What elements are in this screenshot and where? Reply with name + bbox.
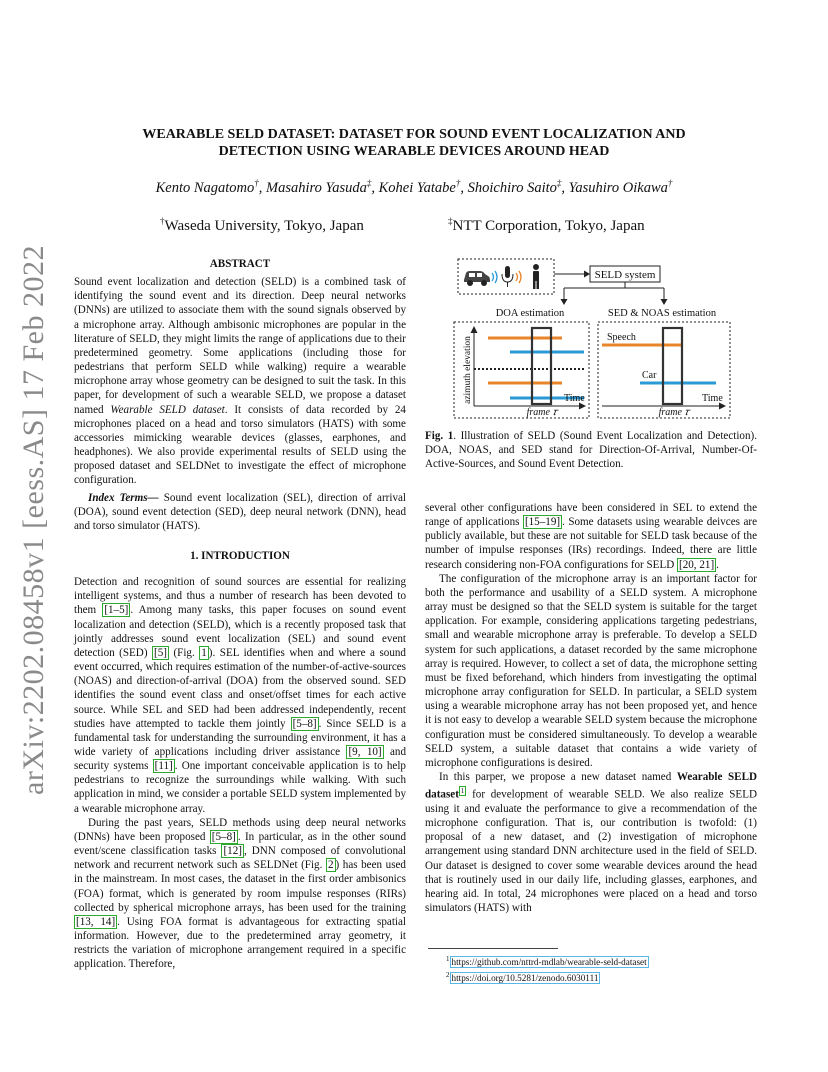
citation-link[interactable]: [12] [223, 845, 242, 858]
citation-link[interactable]: [20, 21] [679, 558, 715, 571]
time-label: Time [564, 393, 585, 404]
arxiv-side-identifier [14, 245, 54, 795]
car-icon [464, 271, 490, 286]
affiliation-ntt [448, 218, 645, 235]
intro-paragraph-2: During the past years, SELD methods using deep neural networks (DNNs) have been proposed [5–8] . In particular, as in the other sound event/scene classification tasks [12] , DNN composed of convolutional network and recurrent network such as SELDNet (Fig. 2 ) has been used in the mainstream. In most cases, the dataset in the first order ambisonics (FOA) format, which is generated by room impulse responses (RIRs) collected by spherical microphone arrays, has been used for the training [13, 14] . Using FOA format is advantageous for extracting spatial information. However, due to the predetermined array geometry, it restricts the variation of microphone arrangement required in a specific application. Therefore, [74, 816, 407, 971]
person-icon [533, 264, 539, 289]
seld-system-label: SELD system [594, 269, 656, 281]
intro-paragraph-1: Detection and recognition of sound sources are essential for realizing intelligent systems, and thus a number of research has been devoted to them [1–5] . Among many tasks, this paper focuses on sound event localization and detection (SELD), which is a recently proposed task that jointly addresses sound event localization (SEL) and sound event detection (SED) [5] (Fig. 1 ). SEL identifies when and where a sound event occurred, which requires estimation of the number-of-active-sources (NOAS) and direction-of-arrival (DOA) from the observed sound. SED identifies the sound event class and onset/offset times for each active source. While SEL and SED had been addressed independently, recent studies have attempted to tackle them jointly [5–8] . Since SELD is a fundamental task for understanding the surrounding environment, it has a wide variety of applications including driver assistance [9, 10] and security systems [11] . One important conceivable application is to help pedestrians to recognize the surroundings while walking. With such application in mind, we consider a portable SELD system implemented by a wearable microphone array. [74, 576, 406, 815]
index-terms: Index Terms— Sound event localization (SEL), direction of arrival (DOA), sound event detection (SED), deep neural network (DNN), head and torso simulator (HATS). [74, 491, 406, 532]
right-column [425, 501, 757, 915]
affiliation-mark: ‡ [448, 216, 453, 226]
author-mark: ‡ [366, 178, 372, 189]
time-label: Time [702, 393, 723, 404]
figure-ref-link[interactable]: 1 [201, 646, 207, 659]
author: Kohei Yatabe [378, 180, 456, 196]
footnote-divider [428, 948, 558, 949]
author-mark: † [667, 178, 673, 189]
car-label: Car [642, 370, 657, 381]
footnote-link[interactable]: 1 [460, 787, 465, 796]
author: Shoichiro Saito [467, 180, 557, 196]
author-list: Kento Nagatomo†, Masahiro Yasuda‡, Kohei Yatabe†, Shoichiro Saito‡, Yasuhiro Oikawa† [155, 178, 673, 196]
author-mark: † [254, 178, 259, 189]
right-paragraph-1: several other configurations have been considered in SEL to extend the range of applications [15–19] . Some datasets using wearable deivces are publicly available, but these are not suitable for SELD task because of the number of impulse responses (IRs) recordings. Indeed, there are little research considering non-FOA configurations for SELD [20, 21] . [425, 502, 757, 571]
sound-wave-icon [492, 271, 497, 283]
author-mark: ‡ [556, 178, 562, 189]
dataset-name: Wearable SELD dataset [425, 770, 757, 801]
seld-illustration [452, 256, 732, 421]
speech-label: Speech [607, 332, 636, 343]
title-line-2: DETECTION USING WEARABLE DEVICES AROUND HEAD [218, 144, 610, 159]
affiliation-text: NTT Corporation, Tokyo, Japan [452, 218, 645, 234]
index-terms-label: Index Terms— [88, 491, 159, 504]
footnote-url-link[interactable]: https://github.com/nttrd-mdlab/wearable-seld-dataset [451, 957, 647, 968]
footnote-1: $^1$ https://github.com/nttrd-mdlab/wearable-seld-dataset [446, 955, 647, 968]
citation-link[interactable]: [1–5] [104, 604, 129, 617]
right-paragraph-2: The configuration of the microphone array is an important factor for both the performance and usability of a SELD system. A microphone array must be designed so that the SELD system is suitable for the target application. For example, considering applications targeting pedestrians, small and wearable microphone array is preferable. To develop a SELD system for such applications, a dataset recorded by the same microphone array is required. However, to collect a set of data, the microphone setting must be fixed beforehand, which hinders from investigating the optimal microphone array configuration for SELD. In particular, a SELD system using a wearable microphone array has not been proposed yet, and hence it is not easy to develop a wearable SELD system because the microphone configuration must be considered simultaneously. To develop a wearable SELD system, a suitable dataset that contains a wide variety of microphone configurations is desired. [425, 572, 757, 769]
citation-link[interactable]: [5–8] [211, 830, 236, 843]
affiliation-text: Waseda University, Tokyo, Japan [164, 218, 364, 234]
citation-link[interactable]: [11] [154, 760, 173, 773]
doa-label: DOA estimation [495, 308, 565, 319]
dataset-name: Wearable SELD dataset [110, 403, 225, 416]
abstract-text: Sound event localization and detection (SELD) is a combined task of identifying the sound event and its direction. Deep neural networks (DNNs) are utilized to associate them with the sound signals observed by a microphone array. Although ambisonic microphones are popular in the literature of SELD, they might limits the range of applications due to their predetermined geometry. Some applications (including those for pedestrians that perform SELD while walking) require a wearable microphone array whose geometry can be designed to suit the task. In this paper, for development of such a wearable SELD, we propose a dataset named Wearable SELD dataset. It consists of data recorded by 24 microphones placed on a head and torso simulators (HATS) with some accessories mimicking wearable devices (glasses, earphones, and headphones). We also provide experimental results of SELD using the proposed dataset and SELDNet to investigate the effect of microphone configuration. [74, 276, 406, 487]
sed-label: SED & NOAS estimation [607, 308, 717, 319]
footnote-url-link[interactable]: https://doi.org/10.5281/zenodo.6030111 [451, 972, 599, 983]
frame-label: frame 𝜏 [526, 407, 558, 418]
figure-ref-link[interactable]: 2 [327, 859, 334, 872]
left-column [74, 257, 406, 972]
frame-window [663, 328, 682, 404]
footnote-2: $^2$ https://doi.org/10.5281/zenodo.6030111 [446, 970, 599, 983]
introduction-heading: 1. INTRODUCTION [190, 549, 290, 562]
figure-1-caption: Fig. 1. Illustration of SELD (Sound Event Localization and Detection). DOA, NOAS, and SED stand for Direction-Of-Arrival, Number-Of-Active-Sources, and Sound Event Detection. [425, 430, 757, 471]
citation-link[interactable]: [9, 10] [348, 746, 382, 758]
author: Kento Nagatomo [155, 180, 255, 196]
citation-link[interactable]: [13, 14] [76, 915, 116, 928]
arxiv-id-text: arXiv:2202.08458v1 [eess.AS] 17 Feb 2022 [17, 245, 50, 795]
citation-link[interactable]: [5–8] [292, 717, 317, 730]
sound-wave-icon [516, 271, 521, 283]
footnotes [446, 953, 649, 984]
author: Masahiro Yasuda [266, 180, 367, 196]
title-line-1: WEARABLE SELD DATASET: DATASET FOR SOUND EVENT LOCALIZATION AND [142, 127, 686, 142]
citation-link[interactable]: [5] [154, 646, 167, 659]
right-paragraph-3: In this parper, we propose a new dataset named Wearable SELD dataset $^1$ for development of wearable SELD. We also realize SELD using it and evaluate the performance to give a recommendation of the microphone configuration. That is, our contribution is twofold: (1) proposal of a new dataset, and (2) investigation of microphone arrangement using standard DNN architecture used in the field of SELD. Our dataset is designed to cover some wearable devices around the head that is routinely used in our daily life, including glasses, earphones, and hearing aid. In total, 24 microphones were placed on a head and torso simulators (HATS) with [425, 770, 757, 915]
author-mark: † [455, 178, 461, 189]
caption-label: Fig. 1 [425, 430, 454, 442]
affiliation-waseda [160, 218, 364, 235]
frame-label: frame 𝜏 [658, 407, 690, 418]
affiliation-mark: † [160, 216, 165, 226]
y-axis-label: azimuth elevation [463, 336, 473, 404]
paper-title [74, 126, 754, 160]
abstract-heading: ABSTRACT [209, 258, 271, 270]
citation-link[interactable]: [15–19] [524, 516, 561, 529]
microphone-icon [502, 266, 513, 287]
figure-1 [452, 256, 732, 421]
author: Yasuhiro Oikawa [568, 180, 668, 196]
